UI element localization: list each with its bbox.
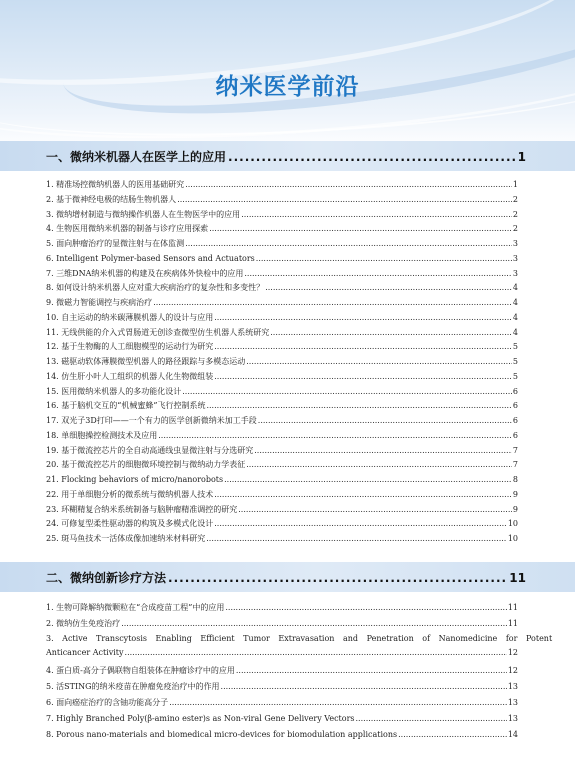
dot-leader	[182, 386, 512, 397]
toc-entry-page: 7	[512, 460, 518, 470]
toc-entry[interactable]	[46, 489, 518, 500]
toc-entry-title: 12. 基于生物酶的人工细胞模型的运动行为研究	[46, 342, 214, 352]
toc-entry-title: 1. 精准场控微纳机器人的医用基础研究	[46, 180, 185, 189]
toc-entry-title: 19. 基于微流控芯片的全自动高通线虫显微注射与分选研究	[46, 445, 254, 455]
toc-entry[interactable]	[46, 518, 518, 529]
section-title: 一、微纳米机器人在医学上的应用	[46, 150, 227, 164]
toc-entry-page: 5	[512, 342, 518, 352]
toc-entry[interactable]	[46, 665, 518, 676]
toc-entry-title: 9. 微磁力智能调控与疾病治疗	[46, 298, 153, 307]
dot-leader	[258, 415, 512, 426]
toc-entry-title: 14. 仿生肝小叶人工组织的机器人化生物微组装	[46, 371, 214, 381]
dot-leader	[177, 194, 512, 205]
dot-leader	[254, 445, 512, 456]
toc-entry-page: 6	[512, 401, 518, 411]
toc-entry[interactable]	[46, 327, 518, 338]
dot-leader	[265, 282, 512, 293]
section-page-number: 11	[509, 571, 526, 585]
toc-entry-page: 13	[507, 714, 518, 724]
toc-entry-title: 7. Highly Branched Poly(β-amino ester)s as Non-viral Gene Delivery Vectors	[46, 714, 355, 724]
dot-leader	[256, 253, 512, 264]
toc-entry[interactable]	[46, 632, 553, 660]
toc-section-2[interactable]	[46, 569, 526, 586]
toc-entry-title: 20. 基于微流控芯片的细胞微环境控制与微纳动力学表征	[46, 460, 246, 470]
toc-entry-title: 16. 基于脑机交互的“机械蜜蜂”飞行控制系统	[46, 401, 206, 411]
dot-leader	[214, 371, 512, 382]
toc-entry-title: 15. 医用微纳米机器人的多功能化设计	[46, 386, 182, 396]
toc-entry-page: 9	[512, 489, 518, 499]
toc-entry-page: 11	[507, 603, 518, 612]
toc-entry-title: 21. Flocking behaviors of micro/nanorobots	[46, 475, 224, 484]
toc-section-1[interactable]	[46, 148, 526, 165]
toc-entry-page: 4	[512, 298, 518, 307]
toc-entry-title: 3. 微纳增材制造与微纳操作机器人在生物医学中的应用	[46, 209, 241, 219]
toc-entry-title: 6. 面向癌症治疗的含铀功能高分子	[46, 698, 169, 707]
dot-leader	[185, 238, 512, 249]
toc-entry[interactable]	[46, 179, 518, 190]
toc-entry[interactable]	[46, 386, 518, 397]
toc-entry-page: 8	[512, 475, 518, 484]
toc-entry-page: 6	[512, 416, 518, 425]
dot-leader	[214, 312, 512, 323]
toc-entry-page: 10	[507, 534, 518, 543]
toc-entry-title: 2. 微纳仿生免疫治疗	[46, 619, 121, 629]
toc-entry-page: 12	[507, 648, 518, 658]
toc-entry-page: 5	[512, 357, 518, 366]
toc-entry-page: 2	[512, 194, 518, 204]
dot-leader	[270, 327, 512, 338]
toc-entry-page: 9	[512, 504, 518, 514]
toc-entry[interactable]	[46, 194, 518, 205]
toc-entry[interactable]	[46, 713, 518, 724]
toc-entry-page: 5	[512, 371, 518, 381]
toc-entry[interactable]	[46, 430, 518, 441]
dot-leader	[214, 489, 512, 500]
toc-entry[interactable]	[46, 697, 518, 708]
toc-entry[interactable]	[46, 282, 518, 293]
toc-entry-page: 3	[512, 253, 518, 263]
toc-entry-title: 17. 双光子3D打印——一个有力的医学创新微纳米加工手段	[46, 416, 257, 425]
toc-entry-page: 14	[507, 730, 518, 740]
dot-leader	[125, 646, 507, 660]
toc-entry-title: 2. 基于微神经电极的结肠生物机器人	[46, 194, 177, 204]
toc-entry-title: 11. 无线供能的介入式胃肠道无创诊查微型仿生机器人系统研究	[46, 327, 270, 337]
dot-leader	[238, 504, 512, 515]
dot-leader	[221, 681, 507, 692]
toc-entry[interactable]	[46, 729, 518, 740]
toc-entry-title: 10. 自主运动的纳米碳薄膜机器人的设计与应用	[46, 312, 214, 322]
toc-entry-page: 7	[512, 445, 518, 455]
page-title: 纳米医学前沿	[215, 74, 360, 100]
toc-entry[interactable]	[46, 474, 518, 485]
toc-entry-title: 3. Active Transcytosis Enabling Efficient Tumor Extravasation and Penetration of Nanomedicine for Potent	[46, 634, 553, 644]
toc-entry-page: 4	[512, 283, 518, 293]
dot-leader	[158, 430, 512, 441]
section-title: 二、微纳创新诊疗方法	[46, 571, 167, 585]
toc-entry-page: 4	[512, 327, 518, 337]
toc-entry-page: 4	[512, 312, 518, 322]
toc-entry-title: 18. 单细胞操控检测技术及应用	[46, 430, 158, 440]
dot-leader	[246, 459, 512, 470]
toc-entry-title: 8. 如何设计纳米机器人应对重大疾病治疗的复杂性和多变性？	[46, 283, 265, 293]
dot-leader	[241, 209, 512, 220]
toc-entry-title: 13. 磁驱动软体薄膜微型机器人的路径跟踪与多模态运动	[46, 357, 246, 366]
toc-entry[interactable]	[46, 238, 518, 249]
toc-entry-title: 4. 生物医用微纳米机器的制备与诊疗应用探索	[46, 224, 209, 234]
toc-entry-page: 6	[512, 430, 518, 440]
toc-entry[interactable]	[46, 223, 518, 234]
dot-leader	[225, 602, 506, 613]
toc-entry[interactable]	[46, 533, 518, 544]
toc-entry-title: 6. Intelligent Polymer-based Sensors and Actuators	[46, 253, 255, 263]
dot-leader	[398, 729, 507, 740]
dot-leader	[356, 713, 507, 724]
toc-entry-title: 1. 生物可降解纳微颗粒在“合成疫苗工程”中的应用	[46, 603, 225, 612]
dot-leader	[214, 341, 512, 352]
dot-leader	[168, 571, 507, 585]
toc-entry-title: 8. Porous nano-materials and biomedical micro-devices for biomodulation applications	[46, 730, 398, 740]
dot-leader	[214, 518, 507, 529]
toc-entry-page: 10	[507, 519, 518, 529]
dot-leader	[236, 665, 507, 676]
toc-entry[interactable]	[46, 400, 518, 411]
toc-entry-page: 1	[512, 180, 518, 189]
toc-entry[interactable]	[46, 356, 518, 367]
dot-leader	[246, 356, 512, 367]
toc-entry[interactable]	[46, 268, 518, 279]
toc-entry-page: 2	[512, 209, 518, 219]
toc-entry[interactable]	[46, 504, 518, 515]
toc-entry-page: 11	[507, 619, 518, 629]
toc-entry-page: 13	[507, 698, 518, 707]
toc-entry-title-continued: Anticancer Activity	[46, 648, 124, 658]
toc-entry-title: 23. 环糊精复合纳米系统制备与脑肿瘤精准调控的研究	[46, 504, 238, 514]
toc-entry[interactable]	[46, 415, 518, 426]
dot-leader	[153, 297, 512, 308]
toc-entry[interactable]	[46, 459, 518, 470]
toc-entry[interactable]	[46, 618, 518, 629]
toc-entry[interactable]	[46, 371, 518, 382]
toc-entry-title: 4. 蛋白质-高分子偶联物自组装体在肿瘤诊疗中的应用	[46, 665, 235, 675]
toc-entry[interactable]	[46, 341, 518, 352]
toc-entry-page: 6	[512, 386, 518, 396]
toc-entry-title: 7. 三维DNA纳米机器的构建及在疾病体外快检中的应用	[46, 268, 244, 278]
dot-leader	[209, 223, 512, 234]
dot-leader	[206, 400, 511, 411]
toc-entry[interactable]	[46, 445, 518, 456]
toc-entry[interactable]	[46, 681, 518, 692]
toc-entry[interactable]	[46, 209, 518, 220]
toc-entry-page: 13	[507, 681, 518, 691]
toc-entry-title: 24. 可修复型柔性驱动器的构筑及多模式化设计	[46, 519, 214, 529]
toc-entry[interactable]	[46, 602, 518, 613]
toc-entry[interactable]	[46, 297, 518, 308]
toc-entry-title: 5. 活STING的纳米疫苗在肿瘤免疫治疗中的作用	[46, 681, 220, 691]
dot-leader	[224, 474, 512, 485]
dot-leader	[206, 533, 507, 544]
dot-leader	[244, 268, 512, 279]
toc-entry-page: 12	[507, 665, 518, 675]
toc-entry[interactable]	[46, 253, 518, 264]
dot-leader	[228, 150, 516, 164]
toc-entry[interactable]	[46, 312, 518, 323]
toc-entry-title: 5. 面向肿瘤治疗的显微注射与在体监测	[46, 239, 185, 248]
dot-leader	[121, 618, 507, 629]
toc-entry-title: 22. 用于单细胞分析的微系统与微纳机器人技术	[46, 489, 214, 499]
dot-leader	[169, 697, 507, 708]
dot-leader	[185, 179, 512, 190]
toc-entry-page: 3	[512, 268, 518, 278]
toc-entry-page: 2	[512, 224, 518, 234]
toc-entry-page: 3	[512, 239, 518, 248]
section-page-number: 1	[517, 150, 526, 164]
toc-entry-title: 25. 斑马鱼技术一活体成像加速纳米材料研究	[46, 534, 206, 543]
